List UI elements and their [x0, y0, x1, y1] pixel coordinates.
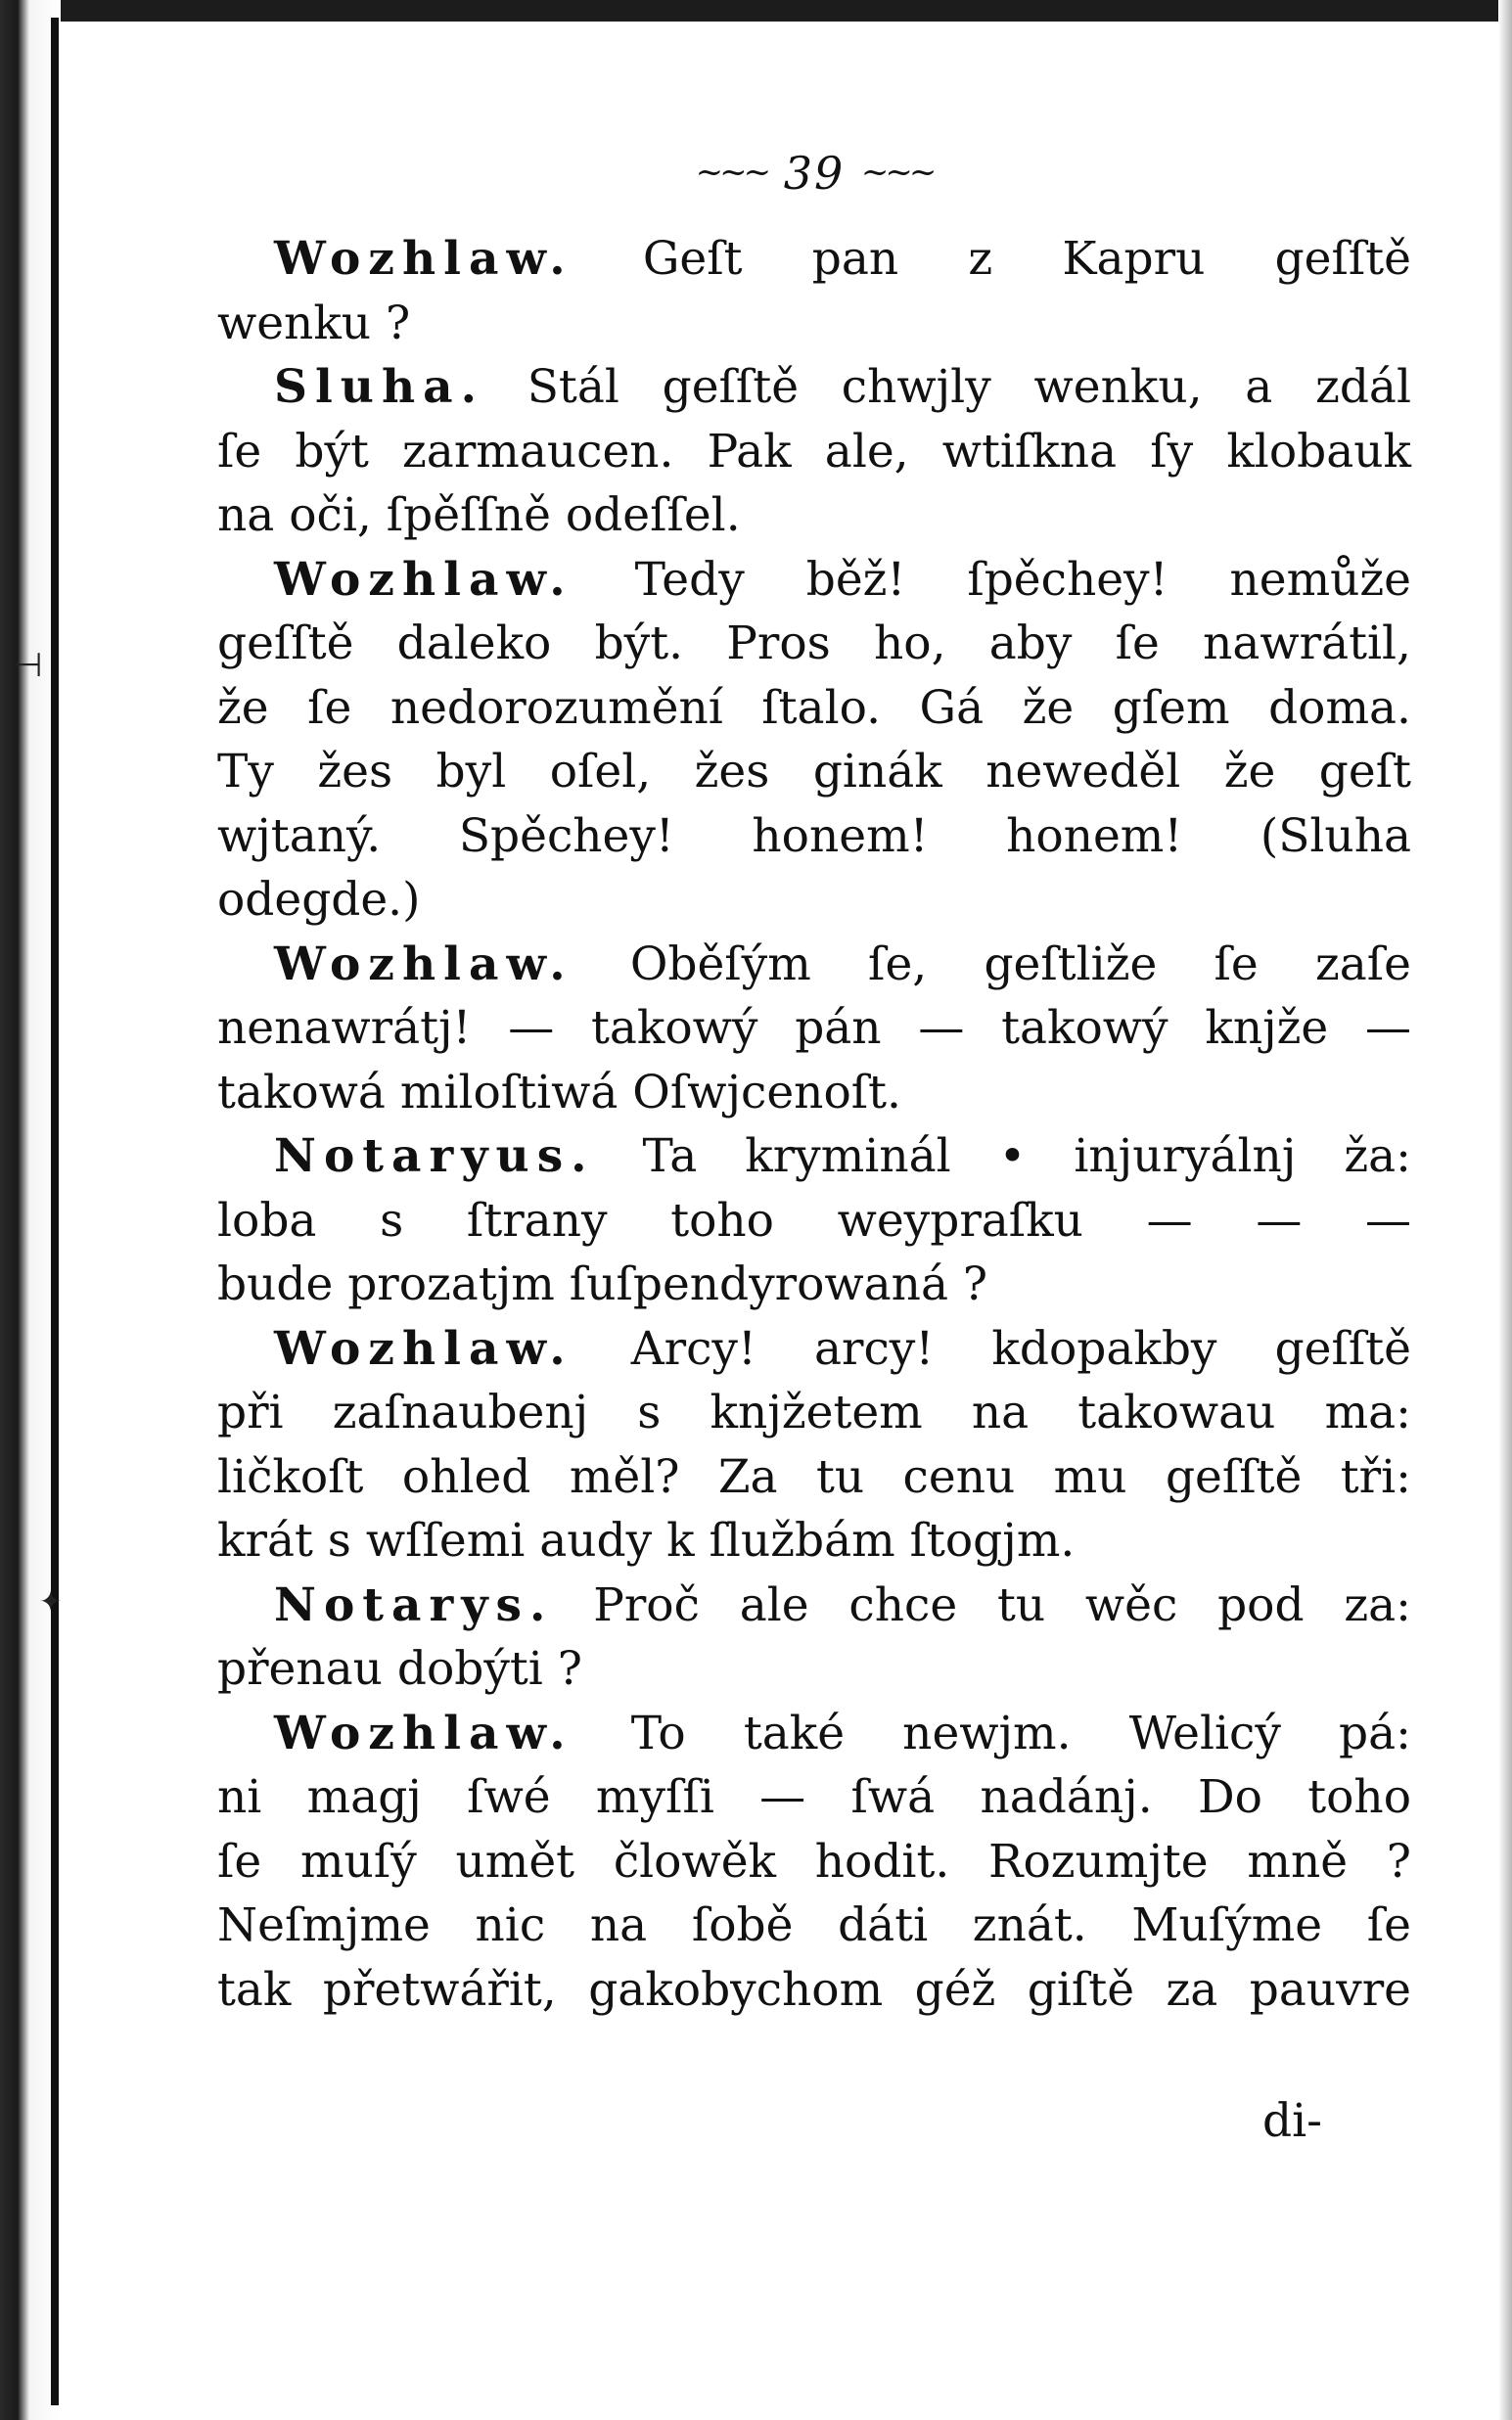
binding-rule	[51, 18, 59, 2405]
text-line	[217, 1445, 1411, 1510]
line-text: Tedy běž! ſpěchey! nemůže	[634, 552, 1411, 607]
text-line	[217, 355, 1411, 420]
catchword: di-	[1262, 2094, 1322, 2148]
text-line	[217, 1253, 1411, 1317]
text-line	[217, 1958, 1411, 2023]
line-text: krát s wſſemi audy k ſlužbám ſtogjm.	[217, 1514, 1076, 1568]
line-text: geſſtě daleko být. Pros ho, aby ſe nawrátil,	[217, 616, 1411, 670]
line-text: loba s ſtrany toho weypraſku — — —	[217, 1193, 1411, 1248]
scan-right-border	[1498, 0, 1512, 2420]
text-line	[217, 483, 1411, 548]
page-header	[217, 147, 1411, 200]
text-line	[217, 1894, 1411, 1958]
speaker-name: Wozhlaw.	[274, 936, 573, 991]
speaker-name: Wozhlaw.	[274, 1706, 573, 1760]
line-text: Proč ale chce tu wěc pod za:	[593, 1577, 1411, 1632]
line-text: ſe muſý umět člowěk hodit. Rozumjte mně ?	[217, 1834, 1411, 1889]
speaker-name: Wozhlaw.	[274, 552, 573, 607]
text-line	[217, 1381, 1411, 1445]
page-number: 39	[783, 147, 846, 200]
line-text: tak přetwářit, gakobychom géž giſtě za pauvre	[217, 1962, 1411, 2017]
text-line	[217, 740, 1411, 804]
text-line	[217, 420, 1411, 484]
line-text: nenawrátj! — takowý pán — takowý knjže —	[217, 1001, 1411, 1055]
page-body	[217, 147, 1411, 2022]
text-line	[217, 996, 1411, 1061]
line-text: Ty žes byl oſel, žes ginák neweděl že geſt	[217, 745, 1411, 799]
speaker-name: Notarys.	[274, 1577, 554, 1632]
speaker-name: Wozhlaw.	[274, 1321, 573, 1376]
book-binding-edge	[0, 0, 61, 2420]
text-line	[217, 227, 1411, 292]
text-line	[217, 1574, 1411, 1638]
text-line	[217, 933, 1411, 997]
line-text: při zaſnaubenj s knjžetem na takowau ma:	[217, 1386, 1411, 1439]
line-text: wenku ?	[217, 296, 411, 350]
text-line	[217, 1830, 1411, 1895]
line-text: Neſmjme nic na ſobě dáti znát. Muſýme ſe	[217, 1898, 1411, 1952]
header-ornament-left: ~~~	[695, 153, 768, 192]
text-line	[217, 1124, 1411, 1189]
line-text: ſe být zarmaucen. Pak ale, wtiſkna ſy klobauk	[217, 424, 1411, 479]
text-line	[217, 292, 1411, 356]
line-text: Ta kryminál • injuryálnj ža:	[642, 1129, 1411, 1183]
line-text: Stál geſſtě chwjly wenku, a zdál	[527, 360, 1411, 414]
text-line	[217, 1509, 1411, 1574]
dialogue-text	[217, 227, 1411, 2022]
text-line	[217, 1061, 1411, 1125]
text-line	[217, 1317, 1411, 1382]
line-text: na oči, ſpěſſně odeſſel.	[217, 488, 741, 542]
margin-mark-bottom: ✦	[39, 1585, 63, 1618]
header-ornament-right: ~~~	[860, 153, 934, 192]
line-text: wjtaný. Spěchey! honem! honem! (Sluha	[217, 808, 1411, 863]
text-line	[217, 1702, 1411, 1766]
line-text: bude prozatjm ſuſpendyrowaná ?	[217, 1257, 988, 1311]
text-line	[217, 612, 1411, 676]
line-text: To také newjm. Welicý pá:	[630, 1706, 1411, 1760]
text-line	[217, 548, 1411, 613]
line-text: přenau dobýti ?	[217, 1642, 582, 1696]
line-text: že ſe nedorozumění ſtalo. Gá že gſem doma.	[217, 680, 1411, 735]
text-line	[217, 676, 1411, 741]
speaker-name: Wozhlaw.	[274, 232, 573, 286]
line-text: Geſt pan z Kapru geſſtě	[642, 232, 1411, 286]
text-line	[217, 1189, 1411, 1254]
line-text: Oběſým ſe, geſtliže ſe zaſe	[629, 936, 1411, 991]
line-text: Arcy! arcy! kdopakby geſſtě	[630, 1321, 1411, 1376]
text-line	[217, 868, 1411, 933]
text-line	[217, 1637, 1411, 1702]
text-line	[217, 1765, 1411, 1830]
speaker-name: Sluha.	[274, 360, 484, 414]
text-line	[217, 804, 1411, 869]
line-text: ličkoſt ohled měl? Za tu cenu mu geſſtě tři:	[217, 1449, 1411, 1504]
speaker-name: Notaryus.	[274, 1129, 595, 1183]
line-text: odegde.)	[217, 873, 421, 927]
line-text: ni magj ſwé myſſi — ſwá nadánj. Do toho	[217, 1770, 1411, 1824]
scan-top-border	[59, 0, 1512, 22]
margin-mark-top: ⊣	[14, 646, 43, 685]
line-text: takowá miloſtiwá Oſwjcenoſt.	[217, 1065, 901, 1119]
